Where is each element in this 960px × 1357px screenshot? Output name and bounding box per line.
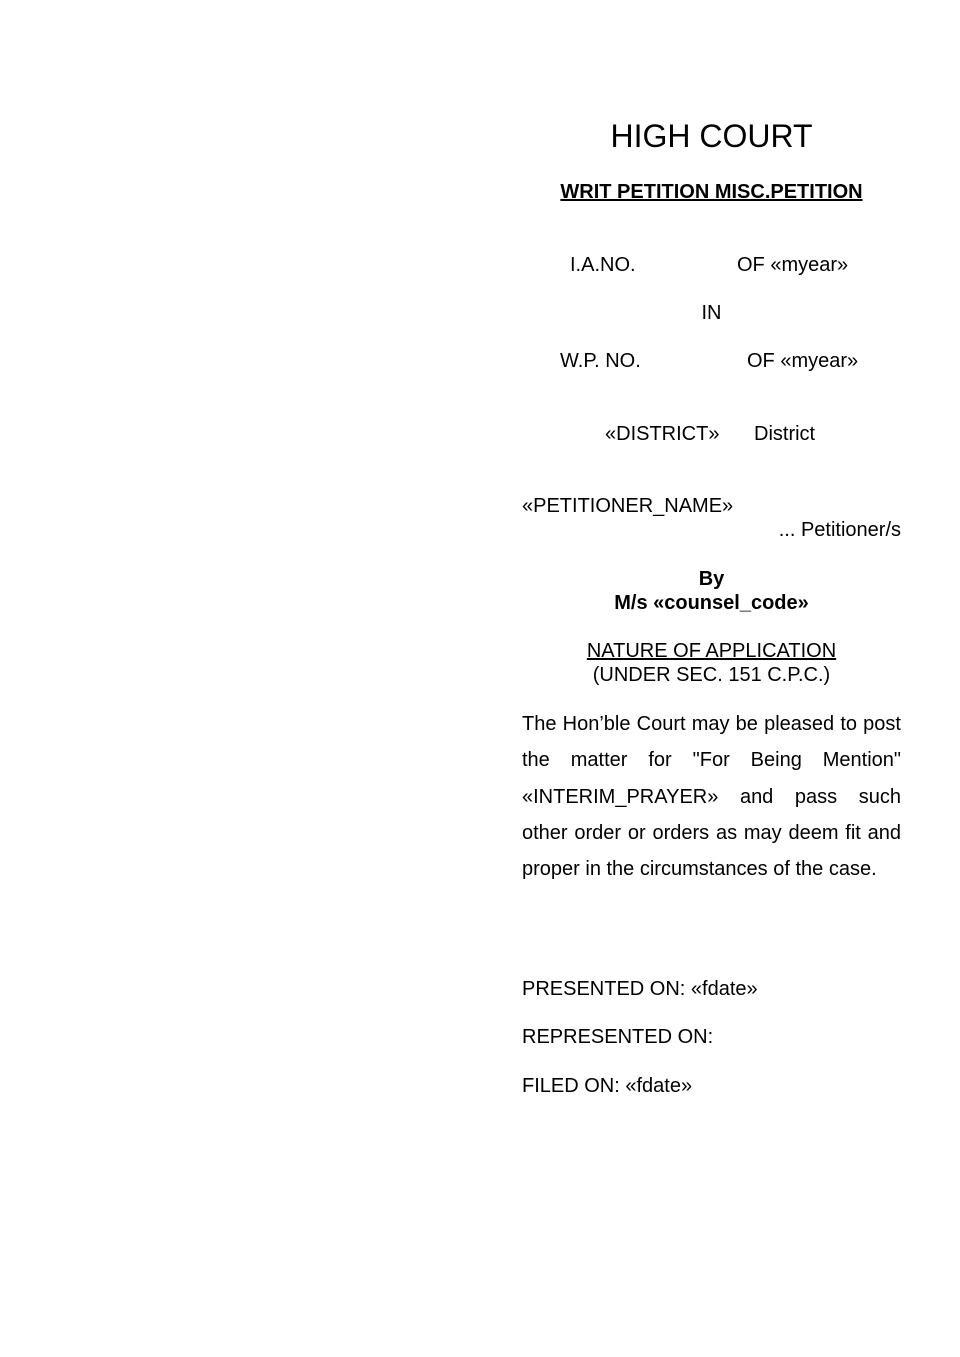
- in-connector: IN: [701, 302, 722, 324]
- prayer-paragraph: The Hon’ble Court may be pleased to post the matter for "For Being Mention" «INTERIM_PRAYER» and pass such other order or orders as may deem fit and proper in the circumstances of the case.: [522, 713, 901, 881]
- nature-of-application-heading: NATURE OF APPLICATION: [586, 640, 837, 662]
- wp-year: OF «myear»: [747, 350, 859, 372]
- ia-number-label: I.A.NO.: [570, 254, 636, 276]
- court-title: HIGH COURT: [610, 118, 813, 154]
- district-value: «DISTRICT»: [605, 423, 720, 445]
- petitioner-name: «PETITIONER_NAME»: [522, 495, 734, 517]
- statute-section: (UNDER SEC. 151 C.P.C.): [592, 664, 831, 686]
- district-label: District: [754, 423, 816, 445]
- filed-on: FILED ON: «fdate»: [522, 1075, 693, 1097]
- wp-number-label: W.P. NO.: [560, 350, 641, 372]
- ia-year: OF «myear»: [737, 254, 849, 276]
- counsel-by: By: [698, 568, 725, 590]
- counsel-name: M/s «counsel_code»: [614, 592, 809, 614]
- petitioner-role: ... Petitioner/s: [778, 519, 901, 541]
- petition-type-heading: WRIT PETITION MISC.PETITION: [560, 181, 863, 203]
- presented-on: PRESENTED ON: «fdate»: [522, 978, 758, 1000]
- represented-on: REPRESENTED ON:: [522, 1026, 714, 1048]
